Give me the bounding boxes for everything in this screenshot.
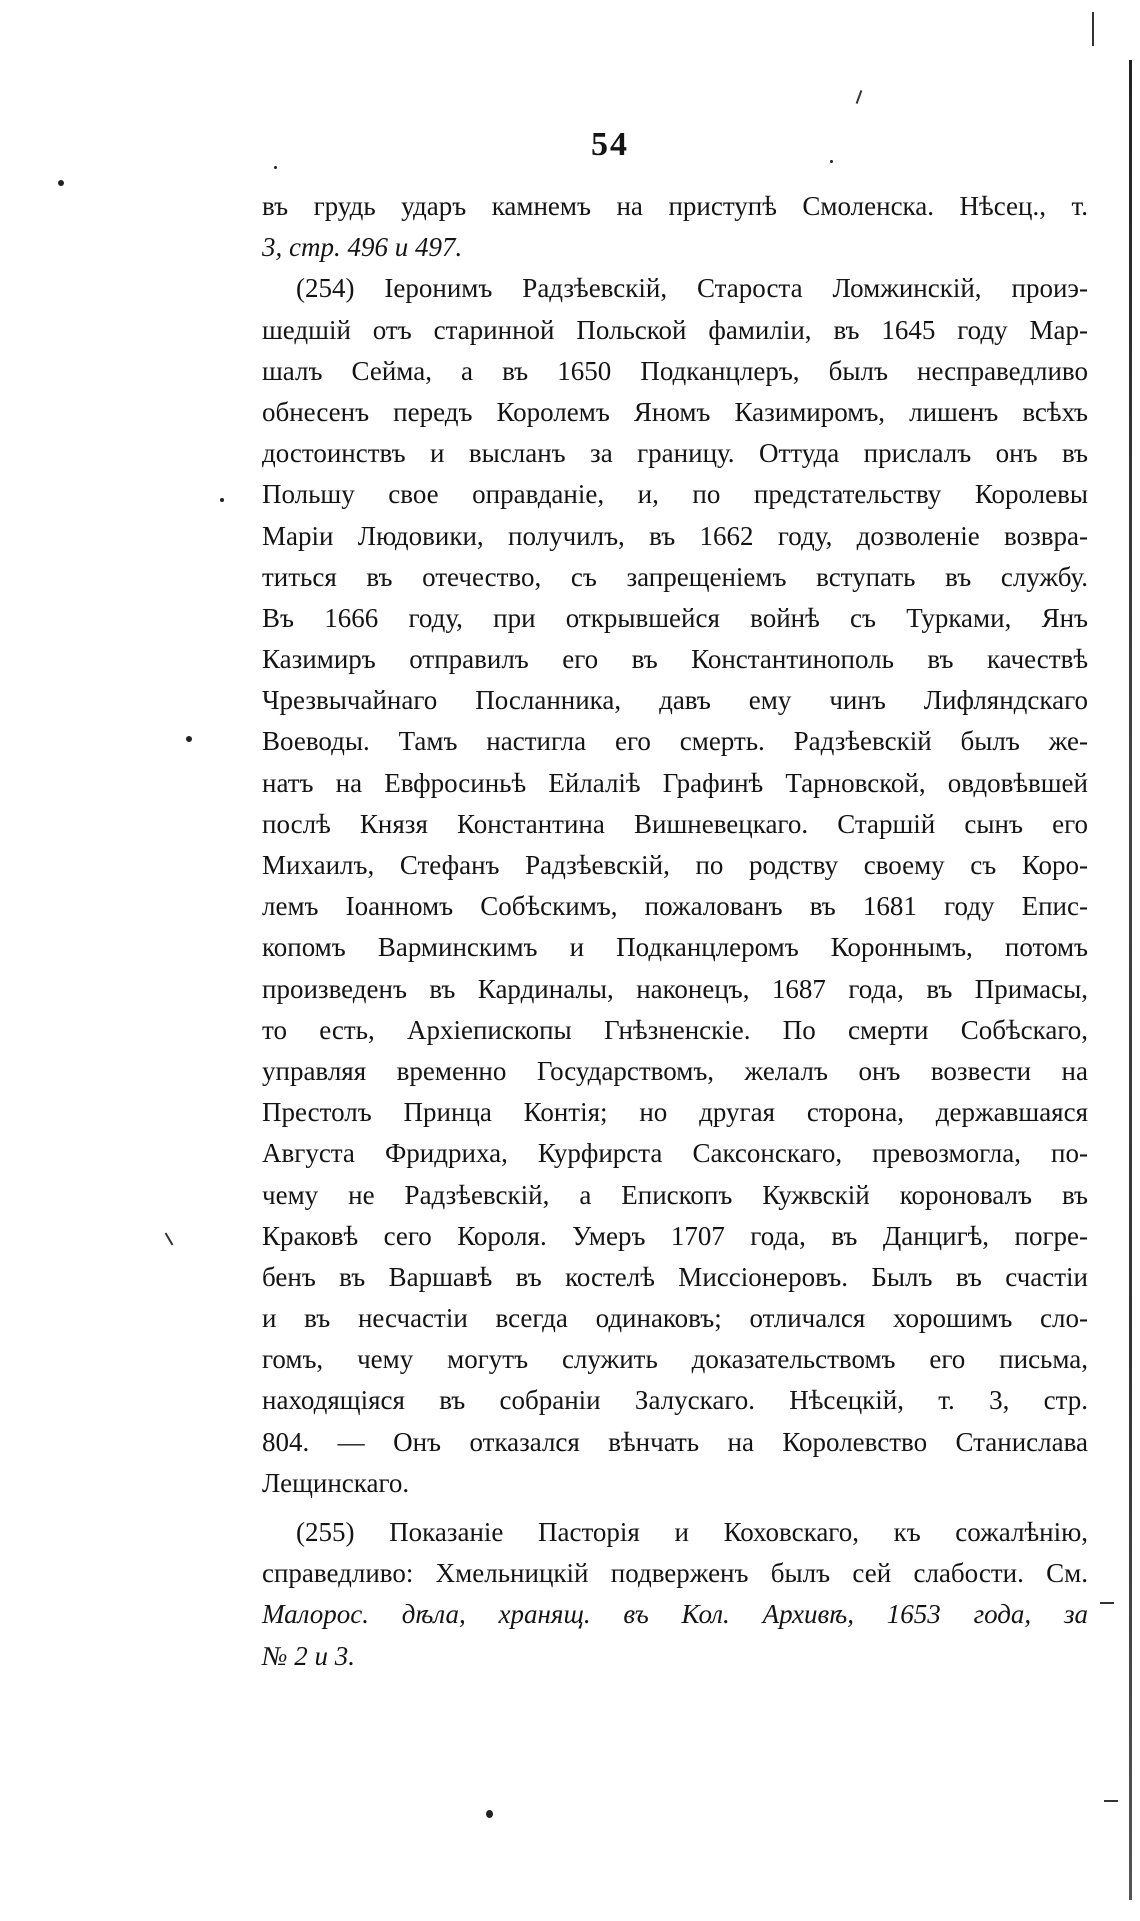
- paragraph-gap: [262, 1504, 1088, 1512]
- text-line: копомъ Варминскимъ и Подканцлеромъ Короннымъ, потомъ: [262, 932, 1088, 963]
- text-line: послѣ Князя Константина Вишневецкаго. Старшій сынъ его: [262, 808, 1088, 839]
- text-line: натъ на Евфросиньѣ Ейлаліѣ Графинѣ Тарновской, овдовѣвшей: [262, 767, 1088, 798]
- text-line: 3, стр. 496 и 497.: [262, 232, 463, 263]
- scan-speck: [58, 180, 64, 186]
- text-line: (254) Іеронимъ Радзѣевскій, Староста Ломжинскій, проиэ-: [296, 273, 1088, 304]
- text-line: № 2 и 3.: [262, 1640, 355, 1671]
- text-line: (255) Показаніе Пасторія и Коховскаго, къ сожалѣнію,: [296, 1517, 1088, 1547]
- text-line: достоинствъ и высланъ за границу. Оттуда прислалъ онъ въ: [262, 438, 1088, 469]
- text-line: Воеводы. Тамъ настигла его смерть. Радзѣевскій былъ же-: [262, 726, 1088, 757]
- text-line: Михаилъ, Стефанъ Радзѣевскій, по родству своему съ Коро-: [262, 850, 1088, 880]
- text-line: Малорос. дѣла, хранящ. въ Кол. Архивѣ, 1653 года, за: [262, 1599, 1088, 1630]
- text-line: бенъ въ Варшавѣ въ костелѣ Миссіонеровъ. Былъ въ счастіи: [262, 1261, 1088, 1292]
- text-line: въ грудь ударъ камнемъ на приступѣ Смоленска. Нѣсец., т.: [262, 191, 1088, 221]
- scan-mark: [856, 90, 863, 104]
- text-line: шалъ Сейма, а въ 1650 Подканцлеръ, былъ несправедливо: [262, 355, 1088, 386]
- body-text: [262, 186, 1088, 1677]
- text-line: Казимиръ отправилъ его въ Константинополь въ качествѣ: [262, 644, 1088, 675]
- text-line: Чрезвычайнаго Посланника, давъ ему чинъ Лифляндскаго: [262, 685, 1088, 716]
- text-line: справедливо: Хмельницкій подверженъ былъ сей слабости. См.: [262, 1558, 1088, 1589]
- text-line: управляя временно Государствомъ, желалъ онъ возвести на: [262, 1055, 1088, 1086]
- scan-speck: [274, 166, 277, 169]
- scan-mark: [1100, 1602, 1114, 1604]
- text-line: Польшу свое оправданіе, и, по предстательству Королевы: [262, 479, 1088, 510]
- text-line: титься въ отечество, съ запрещеніемъ вступать въ службу.: [262, 561, 1088, 592]
- page-number: 54: [591, 126, 629, 163]
- text-line: Августа Фридриха, Курфирста Саксонскаго, превозмогла, по-: [262, 1138, 1088, 1169]
- text-line: Краковѣ сего Короля. Умеръ 1707 года, въ Данцигѣ, погре-: [262, 1220, 1088, 1251]
- scan-speck: [830, 160, 833, 163]
- scan-speck: [186, 736, 192, 742]
- text-line: и въ несчастіи всегда одинаковъ; отличался хорошимъ сло-: [262, 1303, 1088, 1334]
- scan-speck: [486, 1810, 493, 1818]
- scan-mark: [1104, 1800, 1118, 1802]
- text-line: 804. — Онъ отказался вѣнчать на Королевство Станислава: [262, 1426, 1088, 1457]
- text-line: то есть, Архіепископы Гнѣзненскіе. По смерти Собѣскаго,: [262, 1014, 1088, 1045]
- text-line: шедшій отъ старинной Польской фамиліи, въ 1645 году Мар-: [262, 314, 1088, 345]
- text-line: Маріи Людовики, получилъ, въ 1662 году, дозволеніе возвра-: [262, 520, 1088, 551]
- text-line: Престолъ Принца Контія; но другая сторона, державшаяся: [262, 1097, 1088, 1128]
- text-line: лемъ Іоанномъ Собѣскимъ, пожалованъ въ 1681 году Епис-: [262, 891, 1088, 922]
- text-line: гомъ, чему могутъ служить доказательствомъ его письма,: [262, 1344, 1088, 1375]
- text-line: чему не Радзѣевскій, а Епископъ Кужвскій короновалъ въ: [262, 1179, 1088, 1210]
- scan-mark: [165, 1232, 174, 1245]
- text-line: произведенъ въ Кардиналы, наконецъ, 1687 года, въ Примасы,: [262, 973, 1088, 1004]
- scan-edge-line: [1129, 60, 1132, 1900]
- text-line: Лещинскаго.: [262, 1467, 410, 1498]
- scan-mark: [1092, 12, 1094, 46]
- text-line: находящіяся въ собраніи Залускаго. Нѣсецкій, т. 3, стр.: [262, 1385, 1088, 1416]
- scan-speck: [220, 498, 224, 502]
- text-line: обнесенъ передъ Королемъ Яномъ Казимиромъ, лишенъ всѣхъ: [262, 396, 1088, 427]
- text-line: Въ 1666 году, при открывшейся войнѣ съ Турками, Янъ: [262, 602, 1088, 633]
